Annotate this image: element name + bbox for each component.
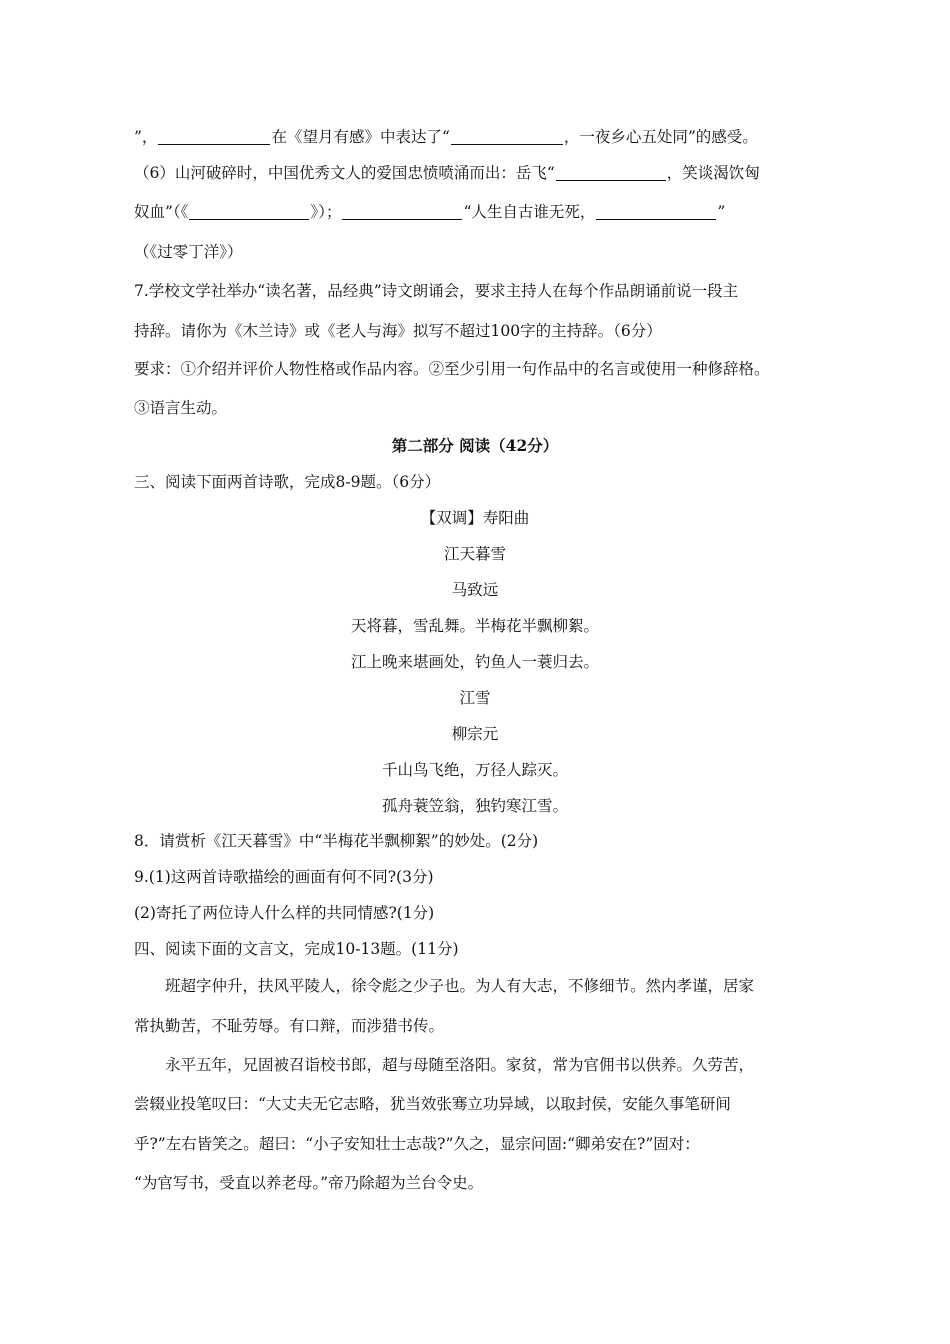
passage-line: “为官写书，受直以养老母。”帝乃除超为兰台令史。 <box>134 1174 484 1192</box>
poem2-title: 江雪 <box>459 689 491 707</box>
passage-line: 永平五年，兄固被召诣校书郎，超与母随至洛阳。家贫，常为官佣书以供养。久劳苦， <box>165 1056 755 1074</box>
poem1-line: 天将暮，雪乱舞。半梅花半飘柳絮。 <box>350 617 599 635</box>
q7-line2: 持辞。请你为《木兰诗》或《老人与海》拟写不超过100字的主持辞。（6分） <box>134 322 662 340</box>
text-fragment: 奴血”（《 <box>134 203 189 221</box>
text-fragment: ，一夜乡心五处同”的感受。 <box>563 128 758 146</box>
poem2-line: 孤舟蓑笠翁，独钓寒江雪。 <box>381 797 568 815</box>
answer-blank[interactable] <box>342 203 462 220</box>
passage-line: 尝辍业投笔叹曰：“大丈夫无它志略，犹当效张骞立功异域，以取封侯，安能久事笔研间 <box>134 1095 731 1113</box>
section3-heading: 三、阅读下面两首诗歌，完成8-9题。（6分） <box>134 473 441 491</box>
q6-sub6-line1 <box>134 162 824 184</box>
passage-line: 乎?”左右皆笑之。超曰：“小子安知壮士志哉?”久之，显宗问固:“卿弟安在?”固对： <box>134 1135 700 1153</box>
answer-blank[interactable] <box>596 203 716 220</box>
text-fragment: ” <box>717 203 726 221</box>
passage-line: 班超字仲升，扶风平陵人，徐令彪之少子也。为人有大志，不修细节。然内孝谨，居家 <box>165 977 755 995</box>
part2-title: 第二部分 阅读（42分） <box>391 436 559 455</box>
question-9-2: (2)寄托了两位诗人什么样的共同情感?(1分) <box>134 904 435 922</box>
q5-continuation-line <box>134 126 824 148</box>
passage-line: 常执勤苦，不耻劳辱。有口辩，而涉猎书传。 <box>134 1017 445 1035</box>
poem1-author: 马致远 <box>451 581 499 599</box>
answer-blank[interactable] <box>451 128 563 145</box>
text-fragment: ，笑谈渴饮匈 <box>666 164 760 182</box>
text-fragment: 》）； <box>310 203 342 221</box>
question-8: 8．请赏析《江天暮雪》中“半梅花半飘柳絮”的妙处。(2分) <box>134 832 539 850</box>
poem2-line: 千山鸟飞绝，万径人踪灭。 <box>381 761 568 779</box>
answer-blank[interactable] <box>189 203 309 220</box>
q7-line1: 7.学校文学社举办“读名著，品经典”诗文朗诵会，要求主持人在每个作品朗诵前说一段主 <box>134 282 739 300</box>
text-fragment: 在《望月有感》中表达了“ <box>271 128 450 146</box>
text-fragment: “人生自古谁无死， <box>463 203 596 221</box>
poem1-tune: 【双调】寿阳曲 <box>420 509 530 527</box>
poem1-line: 江上晚来堪画处，钓鱼人一蓑归去。 <box>350 653 599 671</box>
poem1-title: 江天暮雪 <box>443 545 506 563</box>
q7-requirements-line: 要求：①介绍并评价人物性格或作品内容。②至少引用一句作品中的名言或使用一种修辞格。 <box>134 360 770 378</box>
question-9-1: 9.(1)这两首诗歌描绘的画面有何不同?(3分) <box>134 868 434 886</box>
poem2-author: 柳宗元 <box>451 725 499 743</box>
answer-blank[interactable] <box>158 128 270 145</box>
text-fragment: ”， <box>134 128 158 146</box>
text-fragment: （6）山河破碎时，中国优秀文人的爱国忠愤喷涌而出：岳飞“ <box>134 164 555 182</box>
section4-heading: 四、阅读下面的文言文，完成10-13题。(11分) <box>134 940 459 958</box>
q7-requirements-line2: ③语言生动。 <box>134 399 228 417</box>
q6-sub6-line2 <box>134 201 824 223</box>
answer-blank[interactable] <box>556 164 666 181</box>
q6-sub6-line3: （《过零丁洋》） <box>134 243 243 261</box>
